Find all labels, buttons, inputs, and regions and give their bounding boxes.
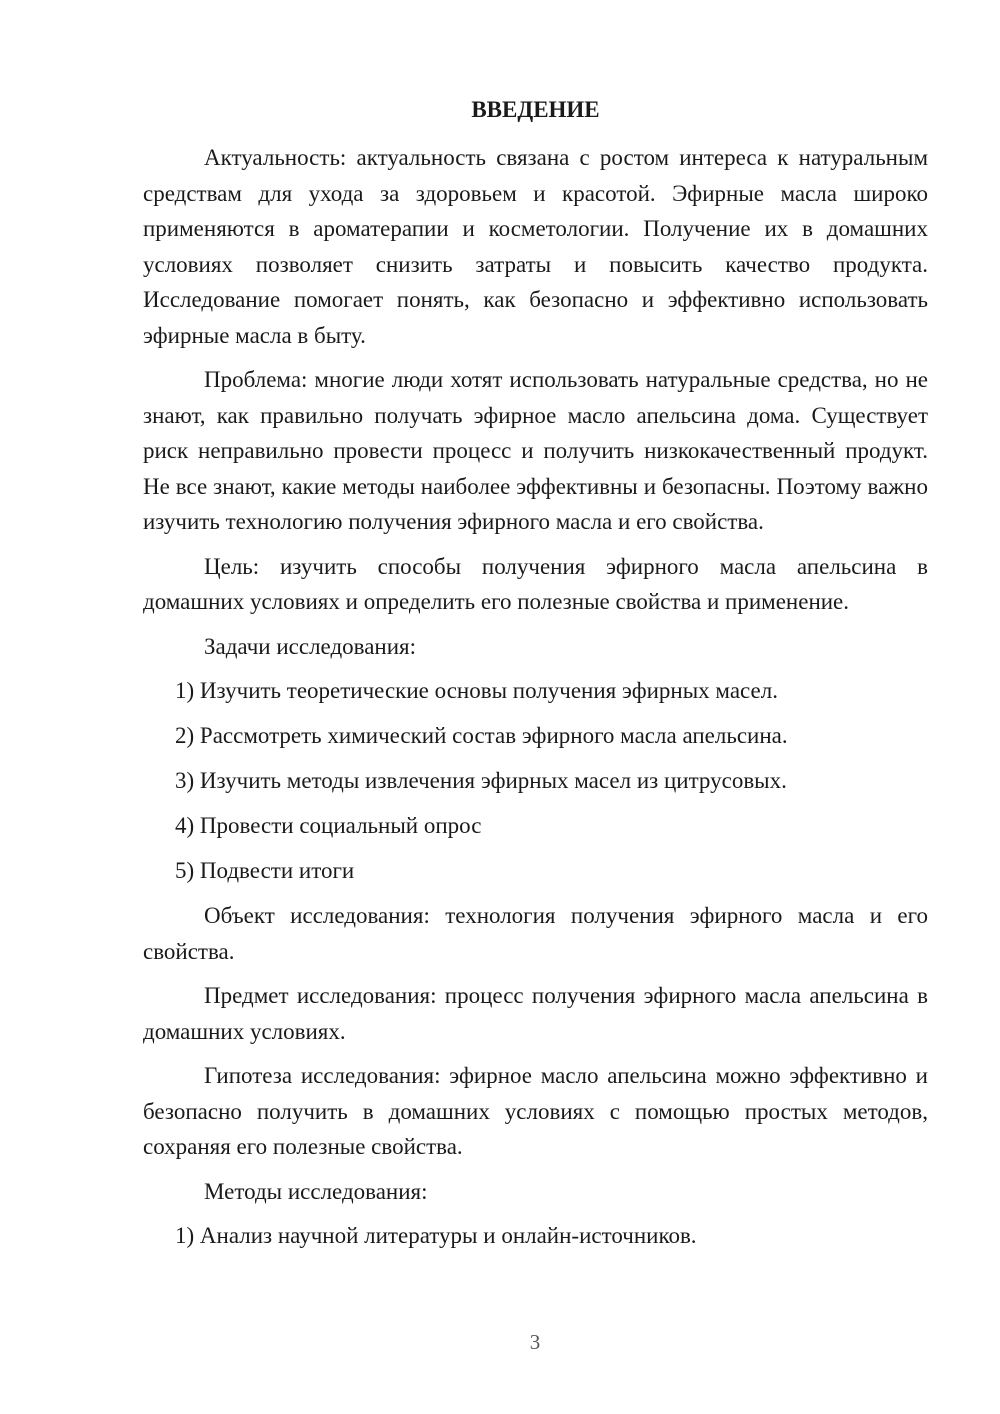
page-number: 3	[529, 1330, 541, 1354]
subject-paragraph: Предмет исследования: процесс получения эфирного масла апельсина в домашних условиях.	[143, 983, 928, 1044]
hypothesis-paragraph: Гипотеза исследования: эфирное масло апельсина можно эффективно и безопасно получить в домашних условиях с помощью простых методов, сохраняя его полезные свойства.	[143, 1063, 928, 1159]
document-page	[143, 92, 928, 1263]
relevance-paragraph: Актуальность: актуальность связана с ростом интереса к натуральным средствам для ухода за здоровьем и красотой. Эфирные масла широко применяются в ароматерапии и косметологии. Получение их в домашних условиях позволяет снизить затраты и повысить качество продукта. Исследование помогает понять, как безопасно и эффективно использовать эфирные масла в быту.	[143, 145, 928, 348]
problem-paragraph: Проблема: многие люди хотят использовать натуральные средства, но не знают, как правильно получать эфирное масло апельсина дома. Существует риск неправильно провести процесс и получить низкокачественный продукт. Не все знают, какие методы наиболее эффективны и безопасны. Поэтому важно изучить технологию получения эфирного масла и его свойства.	[143, 367, 928, 534]
task-item: 2) Рассмотреть химический состав эфирного масла апельсина.	[175, 723, 788, 748]
object-paragraph: Объект исследования: технология получения эфирного масла и его свойства.	[143, 903, 928, 964]
task-item: 4) Провести социальный опрос	[175, 813, 482, 838]
section-heading: ВВЕДЕНИЕ	[471, 97, 600, 122]
goal-paragraph: Цель: изучить способы получения эфирного масла апельсина в домашних условиях и определить его полезные свойства и применение.	[143, 553, 928, 614]
tasks-label: Задачи исследования:	[204, 633, 417, 659]
task-item: 5) Подвести итоги	[175, 858, 355, 883]
task-item: 1) Изучить теоретические основы получения эфирных масел.	[175, 678, 778, 703]
methods-label: Методы исследования:	[204, 1178, 428, 1204]
method-item: 1) Анализ научной литературы и онлайн-источников.	[175, 1223, 697, 1248]
task-item: 3) Изучить методы извлечения эфирных масел из цитрусовых.	[175, 768, 787, 793]
